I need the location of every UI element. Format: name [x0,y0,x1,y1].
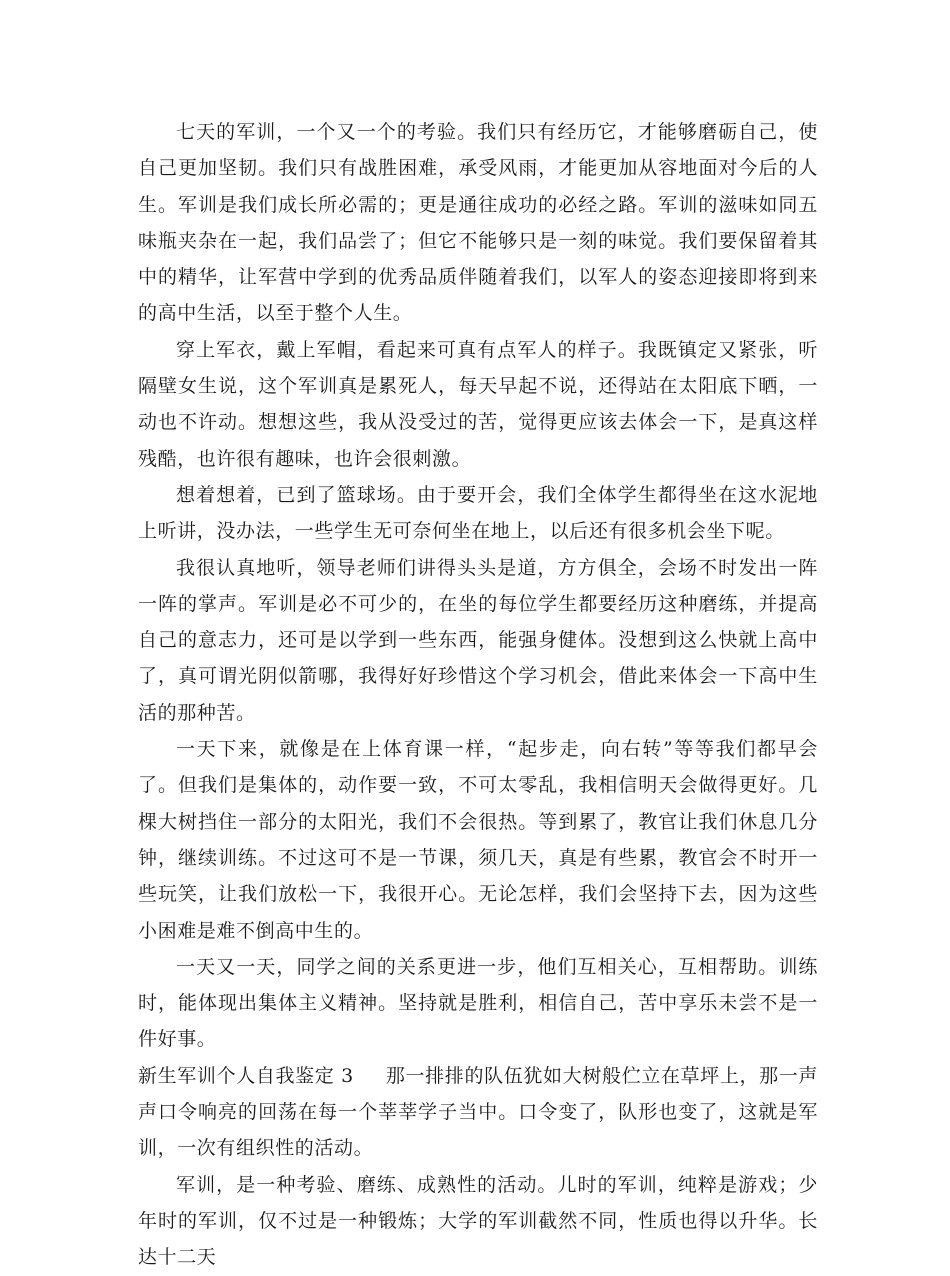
paragraph: 我很认真地听，领导老师们讲得头头是道，方方俱全，会场不时发出一阵一阵的掌声。军训是必不可少的，在坐的每位学生都要经历这种磨练，并提高自己的意志力，还可是以学到一些东西，能强身健体。没想到这么快就上高中了，真可谓光阴似箭哪，我得好好珍惜这个学习机会，借此来体会一下高中生活的那种苦。 [138,556,818,724]
paragraph: 一天又一天，同学之间的关系更进一步，他们互相关心，互相帮助。训练时，能体现出集体主义精神。坚持就是胜利，相信自己，苦中享乐未尝不是一件好事。 [138,955,818,1051]
paragraph: 想着想着，已到了篮球场。由于要开会，我们全体学生都得坐在这水泥地上听讲，没办法，一些学生无可奈何坐在地上，以后还有很多机会坐下呢。 [138,483,818,543]
paragraph: 军训，是一种考验、磨练、成熟性的活动。儿时的军训，纯粹是游戏；少年时的军训，仅不过是一种锻炼；大学的军训截然不同，性质也得以升华。长达十二天 [138,1173,818,1269]
paragraph: 穿上军衣，戴上军帽，看起来可真有点军人的样子。我既镇定又紧张，听隔壁女生说，这个军训真是累死人，每天早起不说，还得站在太阳底下晒，一动也不许动。想想这些，我从没受过的苦，觉得更应该去体会一下，是真这样残酷，也许很有趣味，也许会很刺激。 [138,338,818,470]
document-body [138,114,818,1276]
section-heading: 新生军训个人自我鉴定 3 [138,1064,354,1087]
section-first-paragraph-text: 那一排排的队伍犹如大树般伫立在草坪上，那一声声口令响亮的回荡在每一个莘莘学子当中。口令变了，队形也变了，这就是军训，一次有组织性的活动。 [138,1064,818,1160]
paragraph: 七天的军训，一个又一个的考验。我们只有经历它，才能够磨砺自己，使自己更加坚韧。我们只有战胜困难，承受风雨，才能更加从容地面对今后的人生。军训是我们成长所必需的；更是通往成功的必经之路。军训的滋味如同五味瓶夹杂在一起，我们品尝了；但它不能够只是一刻的味觉。我们要保留着其中的精华，让军营中学到的优秀品质伴随着我们，以军人的姿态迎接即将到来的高中生活，以至于整个人生。 [138,121,818,325]
paragraph: 一天下来，就像是在上体育课一样，“起步走，向右转”等等我们都早会了。但我们是集体的，动作要一致，不可太零乱，我相信明天会做得更好。几棵大树挡住一部分的太阳光，我们不会很热。等到累了，教官让我们休息几分钟，继续训练。不过这可不是一节课，须几天，真是有些累，教官会不时开一些玩笑，让我们放松一下，我很开心。无论怎样，我们会坚持下去，因为这些小困难是难不倒高中生的。 [138,738,818,942]
section-paragraph [138,1058,818,1167]
